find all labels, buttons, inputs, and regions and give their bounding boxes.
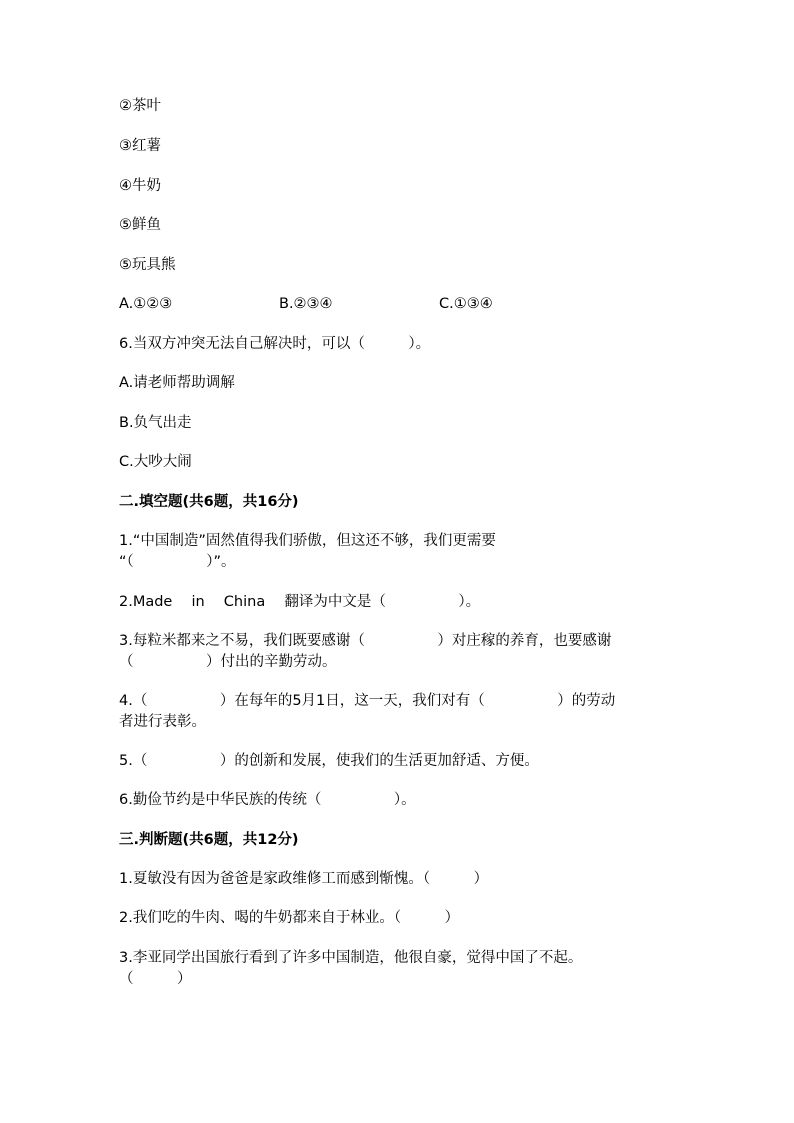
q6-option-a: A.请老师帮助调解: [119, 375, 235, 391]
option-a: A.①②③: [119, 296, 173, 312]
section-heading-true-false: 三.判断题(共6题，共12分): [119, 832, 299, 848]
judge-question-2: 2.我们吃的牛肉、喝的牛奶都来自于林业。（ ）: [119, 910, 460, 926]
fill-question-5: 5.（ ）的创新和发展，使我们的生活更加舒适、方便。: [119, 753, 539, 769]
item-tea: ②茶叶: [119, 98, 161, 114]
q6-option-b: B.负气出走: [119, 415, 192, 431]
question-6: 6.当双方冲突无法自己解决时，可以（ ）。: [119, 336, 431, 352]
judge-question-1: 1.夏敏没有因为爸爸是家政维修工而感到惭愧。（ ）: [119, 871, 489, 887]
judge-question-3: 3.李亚同学出国旅行看到了许多中国制造，他很自豪，觉得中国了不起。 （ ）: [119, 950, 583, 987]
fill-question-4: 4.（ ）在每年的5月1日，这一天，我们对有（ ）的劳动 者进行表彰。: [119, 693, 616, 730]
section-heading-fill-in: 二.填空题(共6题，共16分): [119, 494, 299, 510]
item-milk: ④牛奶: [119, 178, 161, 194]
option-c: C.①③④: [439, 296, 493, 312]
q5-options: [119, 294, 679, 315]
item-sweet-potato: ③红薯: [119, 138, 161, 154]
fill-question-1: 1.“中国制造”固然值得我们骄傲，但这还不够，我们更需要 “（ ）”。: [119, 533, 496, 570]
fill-question-3: 3.每粒米都来之不易，我们既要感谢（ ）对庄稼的养育，也要感谢 （ ）付出的辛勤劳动。: [119, 633, 612, 670]
item-fish: ⑤鲜鱼: [119, 217, 161, 233]
fill-question-6: 6.勤俭节约是中华民族的传统（ ）。: [119, 792, 416, 808]
fill-question-2: 2.Made in China 翻译为中文是（ ）。: [119, 594, 481, 610]
item-teddy-bear: ⑤玩具熊: [119, 257, 176, 273]
q6-option-c: C.大吵大闹: [119, 454, 192, 470]
option-b: B.②③④: [279, 296, 333, 312]
